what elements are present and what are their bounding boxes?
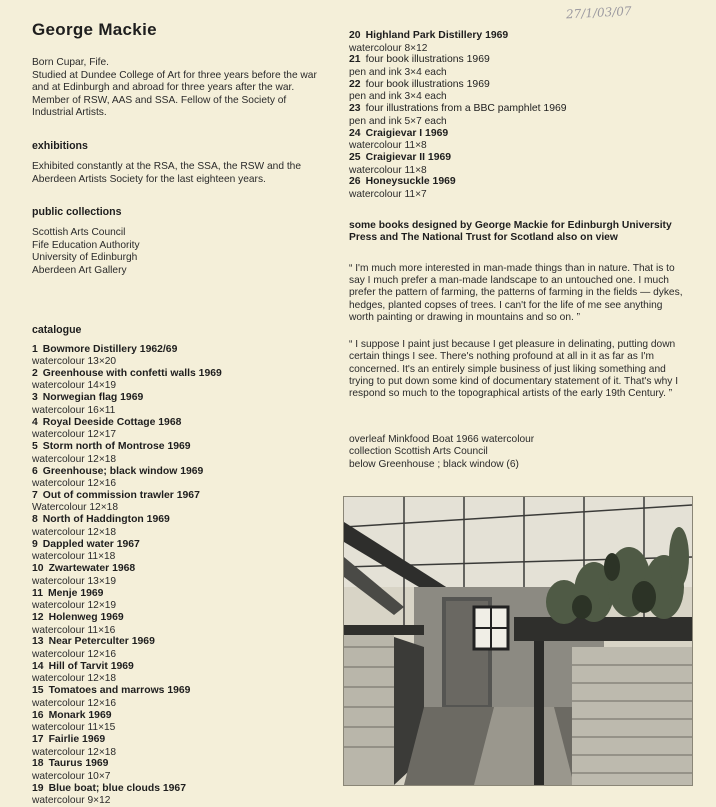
catalogue-item: [349, 152, 689, 176]
catalogue-item-number: 24: [349, 127, 361, 139]
catalogue-item-title: [32, 661, 322, 674]
catalogue-item: [32, 441, 322, 465]
catalogue-item-name: Craigievar II 1969: [365, 152, 452, 164]
catalogue-item-medium: pen and ink 5×7 each: [349, 115, 447, 127]
catalogue-item-title: [32, 636, 322, 649]
catalogue-item-number: 4: [32, 416, 38, 428]
catalogue-item: [32, 466, 322, 490]
catalogue-item-medium: watercolour 12×18: [32, 453, 117, 465]
catalogue-item-title: [349, 79, 689, 92]
catalogue-item-number: 19: [32, 782, 44, 794]
artist-bio: [32, 57, 322, 120]
handwritten-note: 27/1/03/07: [565, 3, 632, 22]
catalogue-item-title: [32, 563, 322, 576]
catalogue-item-name: Near Peterculter 1969: [48, 636, 155, 648]
catalogue-item-medium: pen and ink 3×4 each: [349, 91, 447, 103]
right-column: [349, 30, 689, 471]
books-note: some books designed by George Mackie for Edinburgh University Press and The National Trust for Scotland also on view: [349, 219, 672, 244]
catalogue-item: [32, 612, 322, 636]
catalogue-item-title: [349, 128, 689, 141]
catalogue-item-title: [349, 30, 689, 43]
catalogue-item-title: [32, 783, 322, 796]
catalogue-item-medium: watercolour 12×18: [32, 526, 117, 538]
catalogue-item-medium: watercolour 9×12: [32, 795, 111, 807]
catalogue-item-medium: watercolour 11×16: [32, 624, 116, 636]
catalogue-item: [32, 636, 322, 660]
caption-collection: collection Scottish Arts Council: [349, 446, 488, 458]
catalogue-item-name: Greenhouse; black window 1969: [42, 465, 204, 477]
catalogue-item: [32, 758, 322, 782]
catalogue-item-title: [32, 588, 322, 601]
catalogue-item-number: 10: [32, 563, 44, 575]
exhibitions-text: Exhibited constantly at the RSA, the SSA, the RSW and the Aberdeen Artists Society for the last eighteen years.: [32, 160, 301, 185]
catalogue-item: [349, 176, 689, 200]
catalogue-item-number: 22: [349, 78, 361, 90]
catalogue-item-medium: watercolour 12×16: [32, 478, 117, 490]
catalogue-item-medium: watercolour 12×16: [32, 697, 117, 709]
catalogue-item: [349, 79, 689, 103]
catalogue-item-name: Monark 1969: [48, 709, 112, 721]
catalogue-item-medium: watercolour 14×19: [32, 380, 117, 392]
catalogue-item-title: [32, 490, 322, 503]
catalogue-item: [32, 344, 322, 368]
catalogue-item-name: Hill of Tarvit 1969: [48, 660, 134, 672]
catalogue-item-name: Fairlie 1969: [48, 734, 106, 746]
catalogue-item-number: 15: [32, 685, 44, 697]
catalogue-item-title: [32, 441, 322, 454]
catalogue-item-number: 21: [349, 54, 361, 66]
catalogue-item-name: Holenweg 1969: [48, 612, 124, 623]
public-collections-heading: public collections: [32, 206, 122, 219]
catalogue-continued-list: [349, 30, 689, 201]
catalogue-item-number: 3: [32, 392, 38, 404]
catalogue-item-name: Bowmore Distillery 1962/69: [42, 343, 178, 355]
bio-line: Studied at Dundee College of Art for three years before the war and at Edinburgh and abroad for three years after the war.: [32, 69, 317, 94]
catalogue-item-title: [32, 368, 322, 381]
bio-line: Born Cupar, Fife.: [32, 57, 110, 68]
captions: [349, 434, 689, 471]
catalogue-item: [32, 685, 322, 709]
catalogue-item-medium: watercolour 12×19: [32, 600, 117, 612]
catalogue-item-number: 5: [32, 441, 38, 453]
catalogue-item: [349, 103, 689, 127]
catalogue-item-name: Royal Deeside Cottage 1968: [42, 416, 182, 428]
catalogue-item-title: [32, 734, 322, 747]
collection-item: Scottish Arts Council: [32, 227, 126, 239]
catalogue-item-medium: watercolour 12×17: [32, 429, 117, 441]
catalogue-item-number: 16: [32, 709, 44, 721]
catalogue-item-medium: watercolour 12×18: [32, 746, 117, 758]
catalogue-item-number: 26: [349, 176, 361, 188]
catalogue-item: [32, 588, 322, 612]
catalogue-item-medium: watercolour 11×15: [32, 722, 116, 734]
artist-name: George Mackie: [32, 20, 157, 39]
catalogue-item: [32, 661, 322, 685]
public-collections-list: [32, 227, 322, 277]
catalogue-item-title: [349, 54, 689, 67]
collection-item: Aberdeen Art Gallery: [32, 264, 127, 276]
catalogue-item-medium: watercolour 11×8: [349, 164, 427, 176]
left-column: [32, 20, 322, 807]
catalogue-item-medium: watercolour 8×12: [349, 42, 428, 54]
greenhouse-illustration: [344, 497, 692, 785]
catalogue-item-number: 18: [32, 758, 44, 770]
catalogue-item-medium: watercolour 10×7: [32, 770, 111, 782]
catalogue-item-title: [32, 514, 322, 527]
catalogue-item-name: North of Haddington 1969: [42, 514, 170, 526]
catalogue-item-medium: watercolour 11×7: [349, 188, 427, 200]
catalogue-list: [32, 344, 322, 807]
catalogue-item-name: Zwartewater 1968: [48, 563, 136, 575]
catalogue-item-medium: Watercolour 12×18: [32, 502, 118, 514]
catalogue-item: [32, 490, 322, 514]
catalogue-item-number: 14: [32, 660, 44, 672]
catalogue-item-name: Greenhouse with confetti walls 1969: [42, 367, 222, 379]
catalogue-item-medium: watercolour 12×16: [32, 648, 117, 660]
catalogue-item-name: four book illustrations 1969: [365, 78, 490, 90]
catalogue-item: [32, 783, 322, 807]
catalogue-item: [32, 539, 322, 563]
collection-item: University of Edinburgh: [32, 252, 138, 264]
catalogue-item-title: [32, 685, 322, 698]
quote-2: “ I suppose I paint just because I get pleasure in delinating, putting down certain things I see. There's nothing profound at all in it as far as I'm concerned. It's an entirely simple business of just liking something and trying to put down some kind of documentary statement of it. That's why I respond so much to the topographical artists of the early 19th Century. ”: [349, 338, 679, 400]
catalogue-item-medium: watercolour 13×19: [32, 575, 117, 587]
catalogue-item-name: Out of commission trawler 1967: [42, 489, 200, 501]
catalogue-item: [32, 563, 322, 587]
catalogue-item-medium: watercolour 16×11: [32, 404, 116, 416]
caption-overleaf: overleaf Minkfood Boat 1966 watercolour: [349, 433, 535, 445]
catalogue-item-title: [349, 176, 689, 189]
catalogue-item-name: Blue boat; blue clouds 1967: [48, 782, 186, 794]
catalogue-item-title: [32, 392, 322, 405]
catalogue-item-number: 23: [349, 103, 361, 115]
catalogue-item: [32, 514, 322, 538]
catalogue-item-name: Norwegian flag 1969: [42, 392, 144, 404]
exhibitions-heading: exhibitions: [32, 139, 88, 152]
catalogue-item-title: [349, 103, 689, 116]
catalogue-item-name: four book illustrations 1969: [365, 54, 490, 66]
catalogue-item-name: Storm north of Montrose 1969: [42, 441, 191, 453]
caption-below: below Greenhouse ; black window (6): [349, 458, 519, 470]
catalogue-item-medium: watercolour 11×18: [32, 551, 116, 563]
catalogue-item-number: 20: [349, 30, 361, 41]
catalogue-item: [32, 734, 322, 758]
catalogue-item-number: 8: [32, 514, 38, 526]
catalogue-item-number: 13: [32, 636, 44, 648]
quote-1: “ I'm much more interested in man-made things than in nature. That is to say I much prefer a man-made landscape to an untouched one. I much prefer the pattern of farming, the patterns of farming in the fields — dykes, hedges, planted copses of trees. I can't for the life of me see anything worth painting or drawing in mountains and so on. ”: [349, 262, 683, 324]
catalogue-item: [349, 128, 689, 152]
catalogue-item: [32, 368, 322, 392]
collection-item: Fife Education Authority: [32, 239, 140, 251]
greenhouse-artwork-image: [343, 496, 693, 786]
catalogue-item: [32, 417, 322, 441]
catalogue-item-medium: pen and ink 3×4 each: [349, 66, 447, 78]
catalogue-item-medium: watercolour 11×8: [349, 140, 427, 152]
catalogue-heading: catalogue: [32, 323, 82, 336]
catalogue-item: [32, 710, 322, 734]
catalogue-item-number: 6: [32, 465, 38, 477]
catalogue-item-name: Highland Park Distillery 1969: [365, 30, 509, 41]
catalogue-item-name: Honeysuckle 1969: [365, 176, 456, 188]
catalogue-item-name: Tomatoes and marrows 1969: [48, 685, 191, 697]
catalogue-item: [349, 30, 689, 54]
catalogue-item-number: 17: [32, 734, 44, 746]
catalogue-item: [32, 392, 322, 416]
catalogue-item-number: 11: [32, 587, 43, 599]
catalogue-item-medium: watercolour 13×20: [32, 356, 117, 368]
catalogue-item-title: [32, 710, 322, 723]
catalogue-item-title: [32, 758, 322, 771]
catalogue-item-name: Taurus 1969: [48, 758, 109, 770]
catalogue-item-title: [32, 417, 322, 430]
catalogue-item-name: Dappled water 1967: [42, 538, 140, 550]
catalogue-item-title: [32, 612, 322, 625]
catalogue-item-title: [349, 152, 689, 165]
catalogue-item: [349, 54, 689, 78]
catalogue-item-name: four illustrations from a BBC pamphlet 1969: [365, 103, 567, 115]
catalogue-item-number: 9: [32, 538, 38, 550]
catalogue-item-number: 7: [32, 489, 38, 501]
catalogue-item-number: 2: [32, 367, 38, 379]
catalogue-item-name: Menje 1969: [47, 587, 104, 599]
catalogue-item-number: 25: [349, 152, 361, 164]
bio-line: Member of RSW, AAS and SSA. Fellow of the Society of Industrial Artists.: [32, 94, 287, 119]
catalogue-item-title: [32, 466, 322, 479]
catalogue-item-number: 12: [32, 612, 44, 623]
catalogue-item-medium: watercolour 12×18: [32, 673, 117, 685]
catalogue-item-title: [32, 539, 322, 552]
catalogue-item-number: 1: [32, 343, 38, 355]
catalogue-item-title: [32, 344, 322, 357]
catalogue-item-name: Craigievar I 1969: [365, 127, 449, 139]
